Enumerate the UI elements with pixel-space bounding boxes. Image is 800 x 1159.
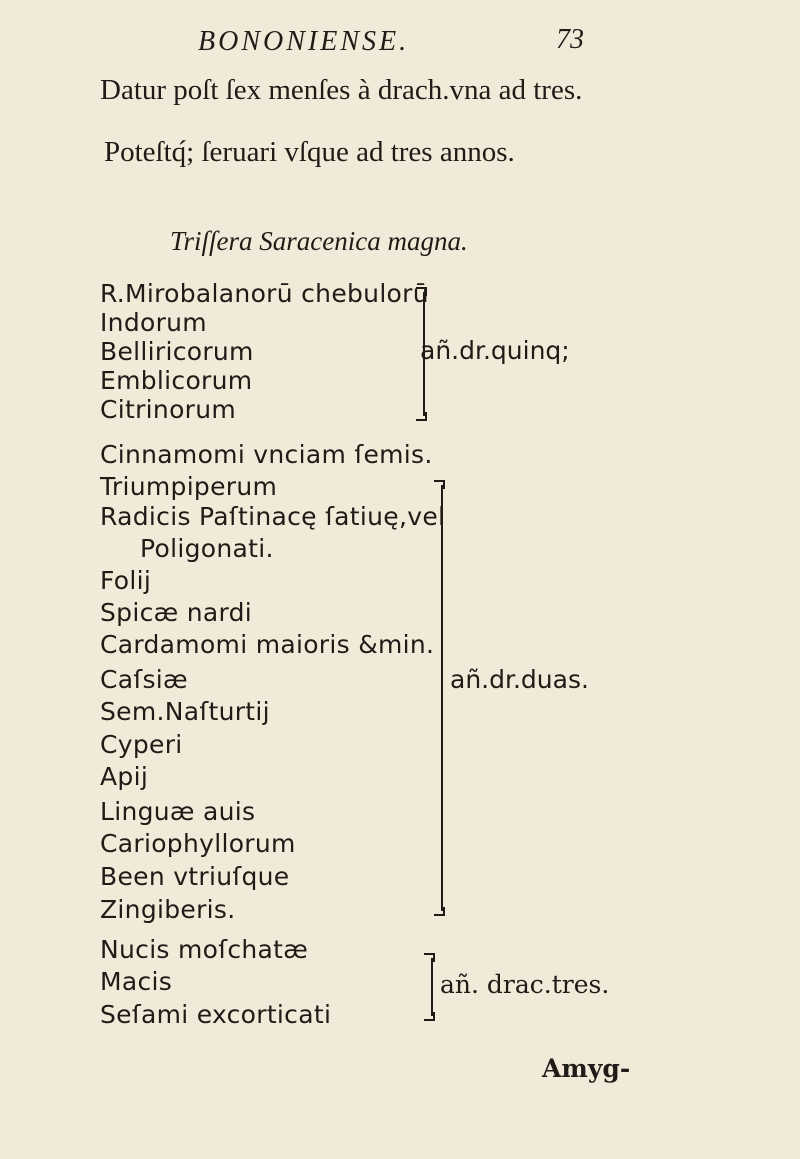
group2-item: Sem.Naſturtij (100, 697, 270, 726)
group2-item: Zingiberis. (100, 895, 236, 924)
group1-item: Citrinorum (100, 395, 237, 424)
intro-line-2: Poteſtq́; ſeruari vſque ad tres annos. (104, 136, 515, 168)
group2-item: Poligonati. (140, 534, 274, 563)
intro-line-1: Datur poſt ſex menſes à drach.vna ad tres. (100, 74, 583, 106)
group2-item: Caſsiæ (100, 665, 188, 694)
brace-bottom-3 (424, 1012, 435, 1021)
group1-item: Emblicorum (100, 366, 253, 395)
running-header: BONONIENSE. (198, 26, 410, 57)
brace-bottom-1 (416, 412, 427, 421)
group3-item: Nucis moſchatæ (100, 935, 309, 964)
group2-item: Been vtriuſque (100, 862, 290, 891)
group2-item: Spicæ nardi (100, 598, 253, 627)
brace-top-3 (424, 953, 435, 962)
group2-item: Cariophyllorum (100, 829, 296, 858)
group2-item: Apij (100, 762, 149, 791)
group1-item: Indorum (100, 308, 207, 337)
group1-item: Belliricorum (100, 337, 254, 366)
group3-item: Seſami excorticati (100, 1000, 332, 1029)
brace-3 (431, 958, 433, 1016)
group2-dose: añ.dr.duas. (450, 665, 589, 694)
brace-bottom-2 (434, 907, 445, 916)
group2-item: Linguæ auis (100, 797, 256, 826)
group2-item: Cyperi (100, 730, 183, 759)
group2-item: Cardamomi maioris &min. (100, 630, 435, 659)
group1-item: R.Mirobalanorū chebulorū (100, 279, 429, 308)
group3-item: Macis (100, 967, 173, 996)
group2-item: Folij (100, 566, 152, 595)
catchword: Amyg- (542, 1054, 631, 1083)
group3-dose: añ. drac.tres. (440, 970, 610, 999)
section-title: Triſſera Saracenica magna. (170, 226, 468, 256)
group2-item: Radicis Paſtinacę ſatiuę,vel (100, 502, 446, 531)
page-number: 73 (556, 24, 584, 55)
group1-dose: añ.dr.quinq; (420, 336, 570, 365)
brace-top-2 (434, 480, 445, 489)
group2-item: Triumpiperum (100, 472, 278, 501)
brace-top-1 (416, 287, 427, 296)
brace-2 (441, 485, 443, 911)
standalone-line: Cinnamomi vnciam ſemis. (100, 440, 433, 469)
